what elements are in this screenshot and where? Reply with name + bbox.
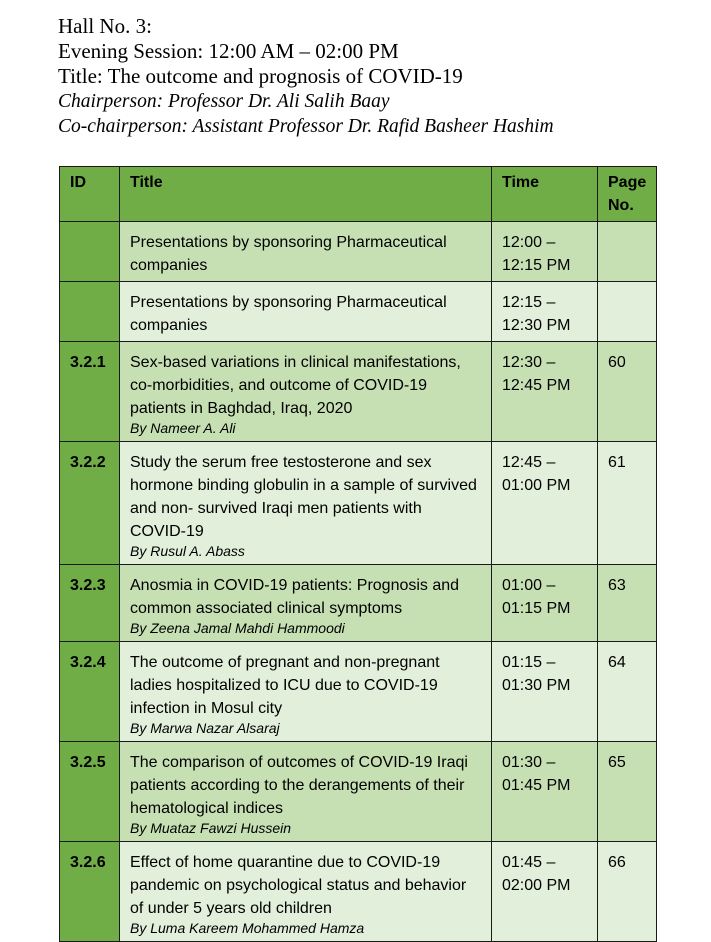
row-author: By Nameer A. Ali xyxy=(130,420,236,436)
row-id: 3.2.3 xyxy=(60,565,120,642)
table-header-row xyxy=(60,167,657,222)
row-time: 01:45 – 02:00 PM xyxy=(492,842,598,942)
row-time: 01:00 – 01:15 PM xyxy=(492,565,598,642)
row-id: 3.2.4 xyxy=(60,642,120,742)
col-header-id: ID xyxy=(60,167,120,222)
row-page: 66 xyxy=(598,842,657,942)
col-header-time: Time xyxy=(492,167,598,222)
row-id: 3.2.2 xyxy=(60,442,120,565)
row-title-cell xyxy=(120,742,492,842)
row-title-cell xyxy=(120,342,492,442)
row-author: By Marwa Nazar Alsaraj xyxy=(130,720,280,736)
row-title: The comparison of outcomes of COVID-19 Iraqi patients according to the derangements of their hematological indices xyxy=(130,754,468,817)
col-header-page: Page No. xyxy=(598,167,657,222)
row-page xyxy=(598,222,657,282)
row-title: Sex-based variations in clinical manifestations, co-morbidities, and outcome of COVID-19 patients in Baghdad, Iraq, 2020 xyxy=(130,354,461,417)
row-title-cell xyxy=(120,842,492,942)
row-author: By Luma Kareem Mohammed Hamza xyxy=(130,920,365,936)
co-chairperson: Co-chairperson: Assistant Professor Dr. Rafid Basheer Hashim xyxy=(58,116,554,137)
table-row xyxy=(60,565,657,642)
row-title-cell xyxy=(120,282,492,342)
row-title-cell xyxy=(120,442,492,565)
row-time: 12:30 – 12:45 PM xyxy=(492,342,598,442)
row-title-cell xyxy=(120,565,492,642)
schedule-table xyxy=(59,166,657,942)
row-id: 3.2.1 xyxy=(60,342,120,442)
chairperson: Chairperson: Professor Dr. Ali Salih Baay xyxy=(58,91,390,112)
row-author: By Muataz Fawzi Hussein xyxy=(130,820,292,836)
row-time: 12:15 – 12:30 PM xyxy=(492,282,598,342)
row-id xyxy=(60,282,120,342)
row-title-cell xyxy=(120,642,492,742)
row-page: 61 xyxy=(598,442,657,565)
row-page: 60 xyxy=(598,342,657,442)
session-header xyxy=(58,14,698,139)
table-row xyxy=(60,642,657,742)
table-row xyxy=(60,282,657,342)
row-author: By Rusul A. Abass xyxy=(130,543,245,559)
row-time: 01:15 – 01:30 PM xyxy=(492,642,598,742)
row-time: 12:00 – 12:15 PM xyxy=(492,222,598,282)
row-page xyxy=(598,282,657,342)
table-row xyxy=(60,442,657,565)
table-row xyxy=(60,342,657,442)
row-page: 64 xyxy=(598,642,657,742)
row-title: Anosmia in COVID-19 patients: Prognosis and common associated clinical symptoms xyxy=(130,577,460,617)
row-author: By Zeena Jamal Mahdi Hammoodi xyxy=(130,620,345,636)
row-title: Effect of home quarantine due to COVID-19 pandemic on psychological status and behavior of under 5 years old children xyxy=(130,854,467,917)
row-title: Presentations by sponsoring Pharmaceutical companies xyxy=(130,234,447,274)
row-id xyxy=(60,222,120,282)
hall-number: Hall No. 3: xyxy=(58,14,152,38)
row-time: 12:45 – 01:00 PM xyxy=(492,442,598,565)
row-title: The outcome of pregnant and non-pregnant ladies hospitalized to ICU due to COVID-19 infection in Mosul city xyxy=(130,654,440,717)
row-page: 65 xyxy=(598,742,657,842)
col-header-title: Title xyxy=(120,167,492,222)
row-title: Study the serum free testosterone and sex hormone binding globulin in a sample of survived and non- survived Iraqi men patients with COVID-19 xyxy=(130,454,477,540)
session-title: Title: The outcome and prognosis of COVID-19 xyxy=(58,64,463,88)
table-row xyxy=(60,842,657,942)
row-page: 63 xyxy=(598,565,657,642)
row-id: 3.2.6 xyxy=(60,842,120,942)
row-title-cell xyxy=(120,222,492,282)
row-time: 01:30 – 01:45 PM xyxy=(492,742,598,842)
session-time: Evening Session: 12:00 AM – 02:00 PM xyxy=(58,39,399,63)
row-id: 3.2.5 xyxy=(60,742,120,842)
table-row xyxy=(60,222,657,282)
row-title: Presentations by sponsoring Pharmaceutical companies xyxy=(130,294,447,334)
table-row xyxy=(60,742,657,842)
